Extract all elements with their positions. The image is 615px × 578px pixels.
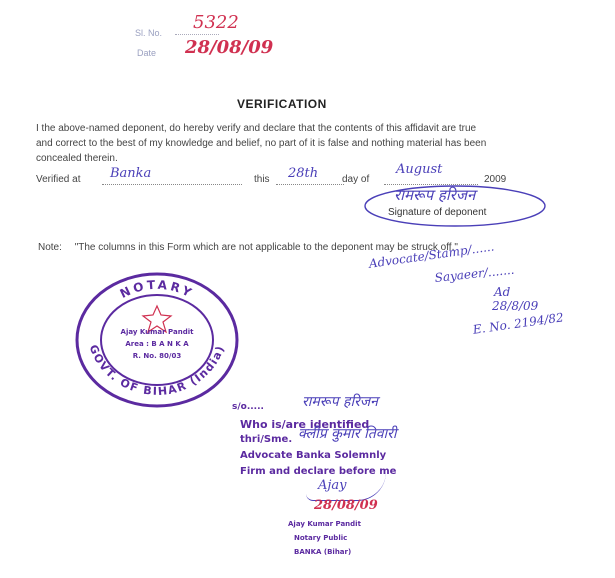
seal-name: Ajay Kumar Pandit (120, 328, 194, 336)
serial-block (135, 12, 305, 62)
day-dots (276, 184, 344, 185)
this-label: this (254, 174, 270, 185)
seal-reg: R. No. 80/03 (132, 352, 182, 360)
paragraph-line-3: concealed therein. (36, 153, 118, 164)
paragraph-line-2: and correct to the best of my knowledge and belief, no part of it is false and nothing material has been (36, 138, 487, 149)
side-note-line-2: Sayaeer/....... (434, 262, 516, 285)
serial-dots (175, 34, 219, 35)
stamp-line-5: Firm and declare before me (240, 466, 397, 477)
notary-sig-date: 28/08/09 (314, 498, 378, 513)
month-value: August (396, 162, 443, 177)
stamp-line-3-hand: क्लीप्र कुमार तिवारी (298, 426, 397, 442)
stamp-line-2: Who is/are identified (240, 418, 370, 431)
side-note-line-1: Advocate/Stamp/...... (368, 239, 496, 271)
side-note-line-4: 28/8/09 (492, 299, 539, 313)
signature-label: Signature of deponent (388, 207, 487, 218)
day-of-label: day of (342, 174, 370, 185)
verified-at-label: Verified at (36, 174, 81, 185)
paragraph-line-1: I the above-named deponent, do hereby verify and declare that the contents of this affidavit are true (36, 123, 477, 134)
seal-top-text: NOTARY (117, 277, 197, 302)
stamp-line-4: Advocate Banka Solemnly (240, 450, 387, 461)
date-label: Date (137, 48, 157, 58)
identification-stamp (232, 392, 502, 572)
stamp-line-1-prefix: s/o..... (232, 402, 264, 412)
day-number: 28th (288, 166, 319, 181)
side-note-line-3: Ad (494, 285, 511, 299)
year-value: 2009 (484, 174, 507, 185)
seal-bottom-text: GOVT. OF BIHAR (India) (86, 342, 228, 399)
stamp-line-3-prefix: thri/Sme. (240, 434, 293, 445)
date-value: 28/08/09 (185, 37, 274, 58)
notary-place: BANKA (Bihar) (294, 548, 352, 556)
place-dots (102, 184, 242, 185)
signature-hand: रामरूप हरिजन (394, 186, 476, 204)
note-text: "The columns in this Form which are not applicable to the deponent may be struck off." (74, 242, 458, 253)
notary-seal (72, 268, 242, 410)
side-note-line-5: E. No. 2194/82 (472, 310, 565, 337)
notary-title: Notary Public (294, 534, 348, 542)
stamp-line-1-hand: रामरूप हरिजन (302, 394, 378, 410)
serial-label: Sl. No. (135, 28, 163, 38)
place-value: Banka (110, 166, 152, 181)
verification-title: VERIFICATION (237, 97, 327, 111)
seal-area: Area : B A N K A (125, 340, 189, 348)
notary-name: Ajay Kumar Pandit (288, 520, 361, 528)
note-label: Note: (38, 242, 62, 253)
verification-paragraph (36, 121, 596, 166)
side-note (360, 239, 610, 355)
serial-number: 5322 (193, 12, 239, 33)
notary-sig-hand: Ajay (318, 478, 347, 493)
deponent-signature (362, 183, 548, 229)
